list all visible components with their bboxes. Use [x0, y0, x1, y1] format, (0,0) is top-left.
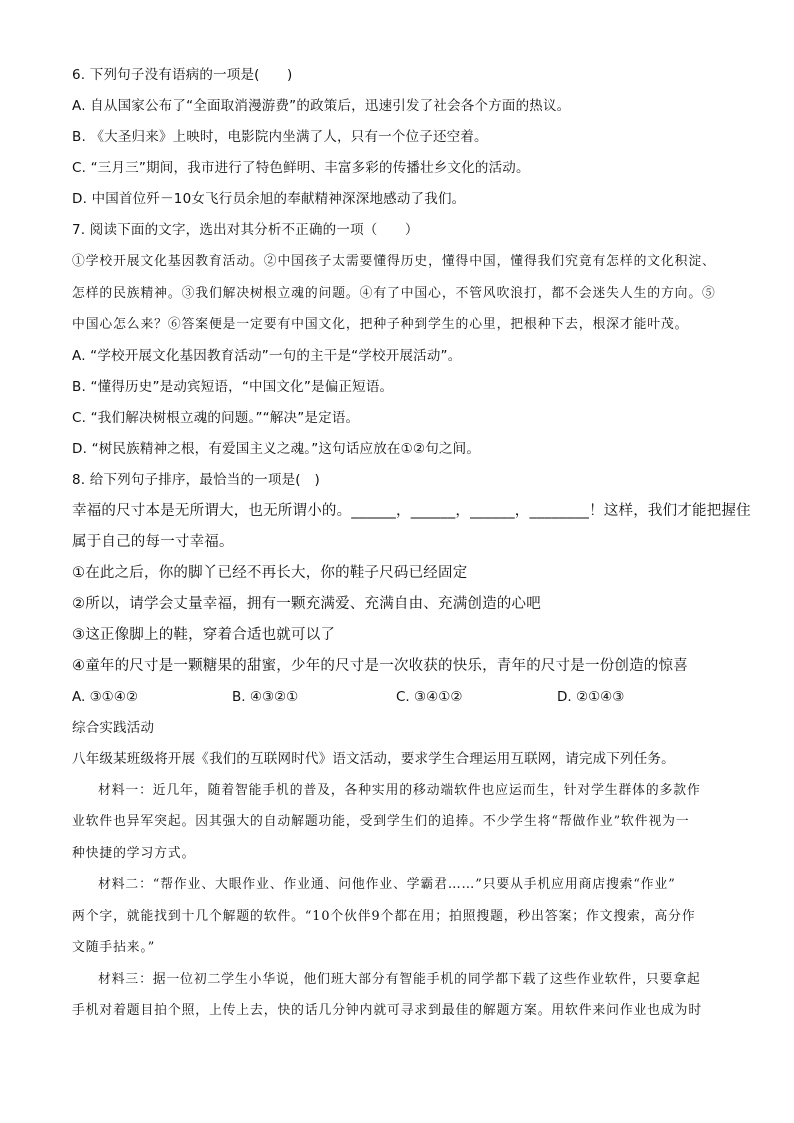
q6-option-b: B. 《大圣归来》上映时，电影院内坐满了人，只有一个位子还空着。: [72, 129, 488, 145]
exam-page: [72, 60, 751, 1027]
q8-choice-b: B. ④③②①: [232, 688, 299, 705]
q7-option-a: A. “学校开展文化基因教育活动”一句的主干是“学校开展活动”。: [72, 347, 462, 364]
q8-choices: [72, 682, 732, 713]
q7-option-c: C. “我们解决树根立魂的问题。”“解决”是定语。: [72, 409, 360, 426]
q7-stem: 7. 阅读下面的文字，选出对其分析不正确的一项（ ）: [72, 222, 419, 238]
q8-sentence-3: ③这正像脚上的鞋，穿着合适也就可以了: [72, 626, 336, 643]
q8-choice-a: A. ③①④②: [72, 688, 138, 705]
material-1-line: 种快捷的学习方式。: [72, 845, 196, 861]
activity-intro: 八年级某班级将开展《我们的互联网时代》语文活动，要求学生合理运用互联网，请完成下列任务。: [72, 750, 675, 767]
q8-choice-c: C. ③④①②: [396, 688, 463, 705]
q6-option-a: A. 自从国家公布了“全面取消漫游费”的政策后，迅速引发了社会各个方面的热议。: [72, 98, 571, 114]
q7-option-d: D. “树民族精神之根，有爱国主义之魂。”这句话应放在①②句之间。: [72, 440, 481, 457]
q8-sentence-4: ④童年的尺寸是一颗糖果的甜蜜，少年的尺寸是一次收获的快乐，青年的尺寸是一份创造的惊喜: [72, 657, 688, 674]
q8-stem: 8. 给下列句子排序，最恰当的一项是( ): [72, 471, 320, 488]
q8-intro-line: 属于自己的每一寸幸福。: [72, 533, 234, 550]
q6-stem: 6. 下列句子没有语病的一项是( ): [72, 67, 293, 83]
activity-heading: 综合实践活动: [72, 719, 155, 736]
q8-choice-d: D. ②①④③: [557, 688, 625, 705]
material-2-line: 材料二：“帮作业、大眼作业、作业通、问他作业、学霸君……”只要从手机应用商店搜索“作业”: [98, 877, 676, 892]
q7-passage-line: 中国心怎么来？⑥答案便是一定要有中国文化，把种子种到学生的心里，把根种下去，根深才能叶茂。: [72, 317, 689, 332]
material-2-line: 两个字，就能找到十几个解题的软件。“10个伙伴9个都在用；拍照搜题，秒出答案；作文搜索，高分作: [72, 908, 696, 924]
material-3-line: 材料三：据一位初二学生小华说，他们班大部分有智能手机的同学都下载了这些作业软件，只要拿起: [98, 971, 701, 987]
q7-option-b: B. “懂得历史”是动宾短语，“中国文化”是偏正短语。: [72, 378, 394, 395]
material-1-line: 材料一：近几年，随着智能手机的普及，各种实用的移动端软件也应运而生，针对学生群体的多款作: [98, 782, 701, 798]
q7-passage-line: 怎样的民族精神。③我们解决树根立魂的问题。④有了中国心，不管风吹浪打，都不会迷失人生的方向。⑤: [72, 285, 716, 301]
q8-intro-line: 幸福的尺寸本是无所谓大，也无所谓小的。______，______，______，________！这样，我们才能把握住: [72, 502, 751, 519]
q8-sentence-2: ②所以，请学会丈量幸福，拥有一颗充满爱、充满自由、充满创造的心吧: [72, 595, 541, 612]
material-3-line: 手机对着题目拍个照，上传上去，快的话几分钟内就可寻求到最佳的解题方案。用软件来问作业也成为时: [72, 1003, 703, 1018]
material-2-line: 文随手拈来。”: [72, 940, 156, 955]
q6-option-d: D. 中国首位歼－10女飞行员余旭的奉献精神深深地感动了我们。: [72, 191, 466, 207]
q6-option-c: C. “三月三”期间，我市进行了特色鲜明、丰富多彩的传播壮乡文化的活动。: [72, 160, 530, 176]
q7-passage-line: ①学校开展文化基因教育活动。②中国孩子太需要懂得历史，懂得中国，懂得我们究竟有怎样的文化积淀、: [72, 254, 716, 269]
material-1-line: 业软件也异军突起。因其强大的自动解题功能，受到学生们的追捧。不少学生将“帮做作业”软件视为一: [72, 814, 690, 829]
q8-sentence-1: ①在此之后，你的脚丫已经不再长大，你的鞋子尺码已经固定: [72, 564, 468, 581]
